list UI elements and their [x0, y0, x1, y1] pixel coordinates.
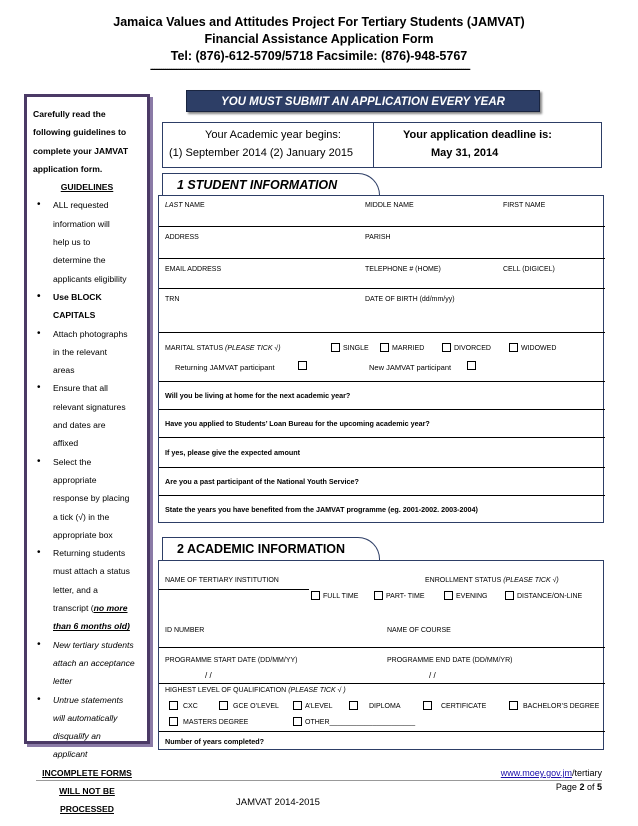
academic-information-section	[158, 560, 604, 750]
section-academic-information-tab: 2 ACADEMIC INFORMATION	[162, 537, 380, 561]
certificate-label: CERTIFICATE	[441, 703, 487, 710]
gce-checkbox[interactable]	[219, 701, 228, 710]
married-checkbox[interactable]	[380, 343, 389, 352]
full-time-label: FULL TIME	[323, 593, 359, 600]
diploma-checkbox[interactable]	[349, 701, 358, 710]
new-participant-label: New JAMVAT participant	[369, 363, 452, 372]
deadline-label: Your application deadline is:	[403, 129, 552, 141]
last-name-label: LAST NAME	[165, 202, 205, 209]
returning-participant-checkbox[interactable]	[298, 361, 307, 370]
marital-status-label: MARITAL STATUS (PLEASE TICK √)	[165, 345, 281, 352]
masters-label: MASTERS DEGREE	[183, 719, 249, 726]
highest-qualification-label: HIGHEST LEVEL OF QUALIFICATION (PLEASE TICK √ )	[165, 687, 346, 694]
alevel-checkbox[interactable]	[293, 701, 302, 710]
widowed-label: WIDOWED	[521, 345, 557, 352]
full-time-checkbox[interactable]	[311, 591, 320, 600]
expected-amount-question: If yes, please give the expected amount	[165, 448, 301, 457]
page-number: Page 2 of 5	[555, 782, 602, 792]
footer-divider	[36, 780, 602, 781]
divorced-label: DIVORCED	[454, 345, 491, 352]
guidelines-list	[33, 196, 141, 763]
cell-label: CELL (DIGICEL)	[503, 266, 555, 273]
masters-checkbox[interactable]	[169, 717, 178, 726]
part-time-checkbox[interactable]	[374, 591, 383, 600]
trn-label: TRN	[165, 296, 180, 303]
guideline-item: • Attach photographs in the relevant areas	[33, 325, 141, 380]
header-divider: ------------------------------------------------------------------------------------------------------------------------------------------------------	[150, 64, 470, 75]
other-checkbox[interactable]	[293, 717, 302, 726]
guideline-item: • Use BLOCK CAPITALS	[33, 288, 141, 325]
distance-label: DISTANCE/ON-LINE	[517, 593, 583, 600]
years-benefited-question: State the years you have benefited from the JAMVAT programme (eg. 2001-2002. 2003-2004)	[165, 505, 478, 514]
bachelors-label: BACHELOR’S DEGREE	[523, 703, 600, 710]
start-date-label: PROGRAMME START DATE (DD/MM/YY)	[165, 657, 298, 664]
evening-label: EVENING	[456, 593, 488, 600]
years-completed-question: Number of years completed?	[165, 737, 265, 746]
other-label: OTHER______________________	[305, 719, 416, 726]
living-at-home-question: Will you be living at home for the next academic year?	[165, 391, 351, 400]
single-label: SINGLE	[343, 345, 369, 352]
end-date-slashes: / /	[429, 671, 436, 680]
start-date-slashes: / /	[205, 671, 212, 680]
section-student-information-tab: 1 STUDENT INFORMATION	[162, 173, 380, 196]
national-youth-service-question: Are you a past participant of the National Youth Service?	[165, 477, 359, 486]
single-checkbox[interactable]	[331, 343, 340, 352]
academic-year-box	[162, 122, 602, 168]
part-time-label: PART- TIME	[386, 593, 425, 600]
website-link[interactable]: www.moey.gov.jm/tertiary	[500, 768, 602, 778]
form-subtitle: Financial Assistance Application Form	[204, 32, 434, 46]
cxc-label: CXC	[183, 703, 198, 710]
married-label: MARRIED	[392, 345, 425, 352]
gce-label: GCE O’LEVEL	[233, 703, 279, 710]
guideline-item: • Returning students must attach a status letter, and a transcript (no more than 6 months old)	[33, 544, 141, 635]
course-name-label: NAME OF COURSE	[387, 627, 451, 634]
dob-label: DATE OF BIRTH (dd/mm/yy)	[365, 296, 455, 303]
guideline-item: • Untrue statements will automatically disqualify an applicant	[33, 691, 141, 764]
student-loan-question: Have you applied to Students’ Loan Bureau for the upcoming academic year?	[165, 419, 430, 428]
guideline-item: • Ensure that all relevant signatures and dates are affixed	[33, 379, 141, 452]
parish-label: PARISH	[365, 234, 391, 241]
bachelors-checkbox[interactable]	[509, 701, 518, 710]
guideline-item: • ALL requested information will help us to determine the applicants eligibility	[33, 196, 141, 287]
telephone-label: TELEPHONE # (HOME)	[365, 266, 441, 273]
email-label: EMAIL ADDRESS	[165, 266, 222, 273]
deadline-value: May 31, 2014	[431, 147, 499, 159]
new-participant-checkbox[interactable]	[467, 361, 476, 370]
returning-participant-label: Returning JAMVAT participant	[175, 363, 275, 372]
end-date-label: PROGRAMME END DATE (DD/MM/YR)	[387, 657, 513, 664]
student-information-section	[158, 195, 604, 523]
year-begins-options: (1) September 2014 (2) January 2015	[169, 147, 354, 159]
evening-checkbox[interactable]	[444, 591, 453, 600]
contact-line: Tel: (876)-612-5709/5718 Facsimile: (876)-948-5767	[170, 49, 468, 63]
address-label: ADDRESS	[165, 234, 199, 241]
certificate-checkbox[interactable]	[423, 701, 432, 710]
id-number-label: ID NUMBER	[165, 627, 205, 634]
alevel-label: A’LEVEL	[305, 703, 333, 710]
first-name-label: FIRST NAME	[503, 202, 546, 209]
distance-checkbox[interactable]	[505, 591, 514, 600]
guidelines-sidebar	[24, 94, 150, 815]
divorced-checkbox[interactable]	[442, 343, 451, 352]
sidebar-intro: Carefully read the following guidelines to complete your JAMVAT application form.	[33, 109, 129, 174]
enrollment-status-label: ENROLLMENT STATUS (PLEASE TICK √)	[425, 577, 559, 584]
cxc-checkbox[interactable]	[169, 701, 178, 710]
diploma-label: DIPLOMA	[369, 703, 401, 710]
middle-name-label: MIDDLE NAME	[365, 202, 414, 209]
form-title: Jamaica Values and Attitudes Project For Tertiary Students (JAMVAT)	[113, 15, 525, 29]
guideline-item: • Select the appropriate response by placing a tick (√) in the appropriate box	[33, 453, 141, 544]
submit-every-year-banner: YOU MUST SUBMIT AN APPLICATION EVERY YEAR	[186, 90, 540, 112]
widowed-checkbox[interactable]	[509, 343, 518, 352]
incomplete-warning: INCOMPLETE FORMS WILL NOT BE PROCESSED	[42, 767, 132, 815]
institution-label: NAME OF TERTIARY INSTITUTION	[165, 577, 279, 584]
year-begins-label: Your Academic year begins:	[205, 129, 341, 141]
guideline-item: • New tertiary students attach an acceptance letter	[33, 636, 141, 691]
year-box-divider	[373, 123, 374, 167]
guidelines-heading: GUIDELINES	[60, 182, 114, 193]
footer-document-name: JAMVAT 2014-2015	[236, 797, 320, 808]
